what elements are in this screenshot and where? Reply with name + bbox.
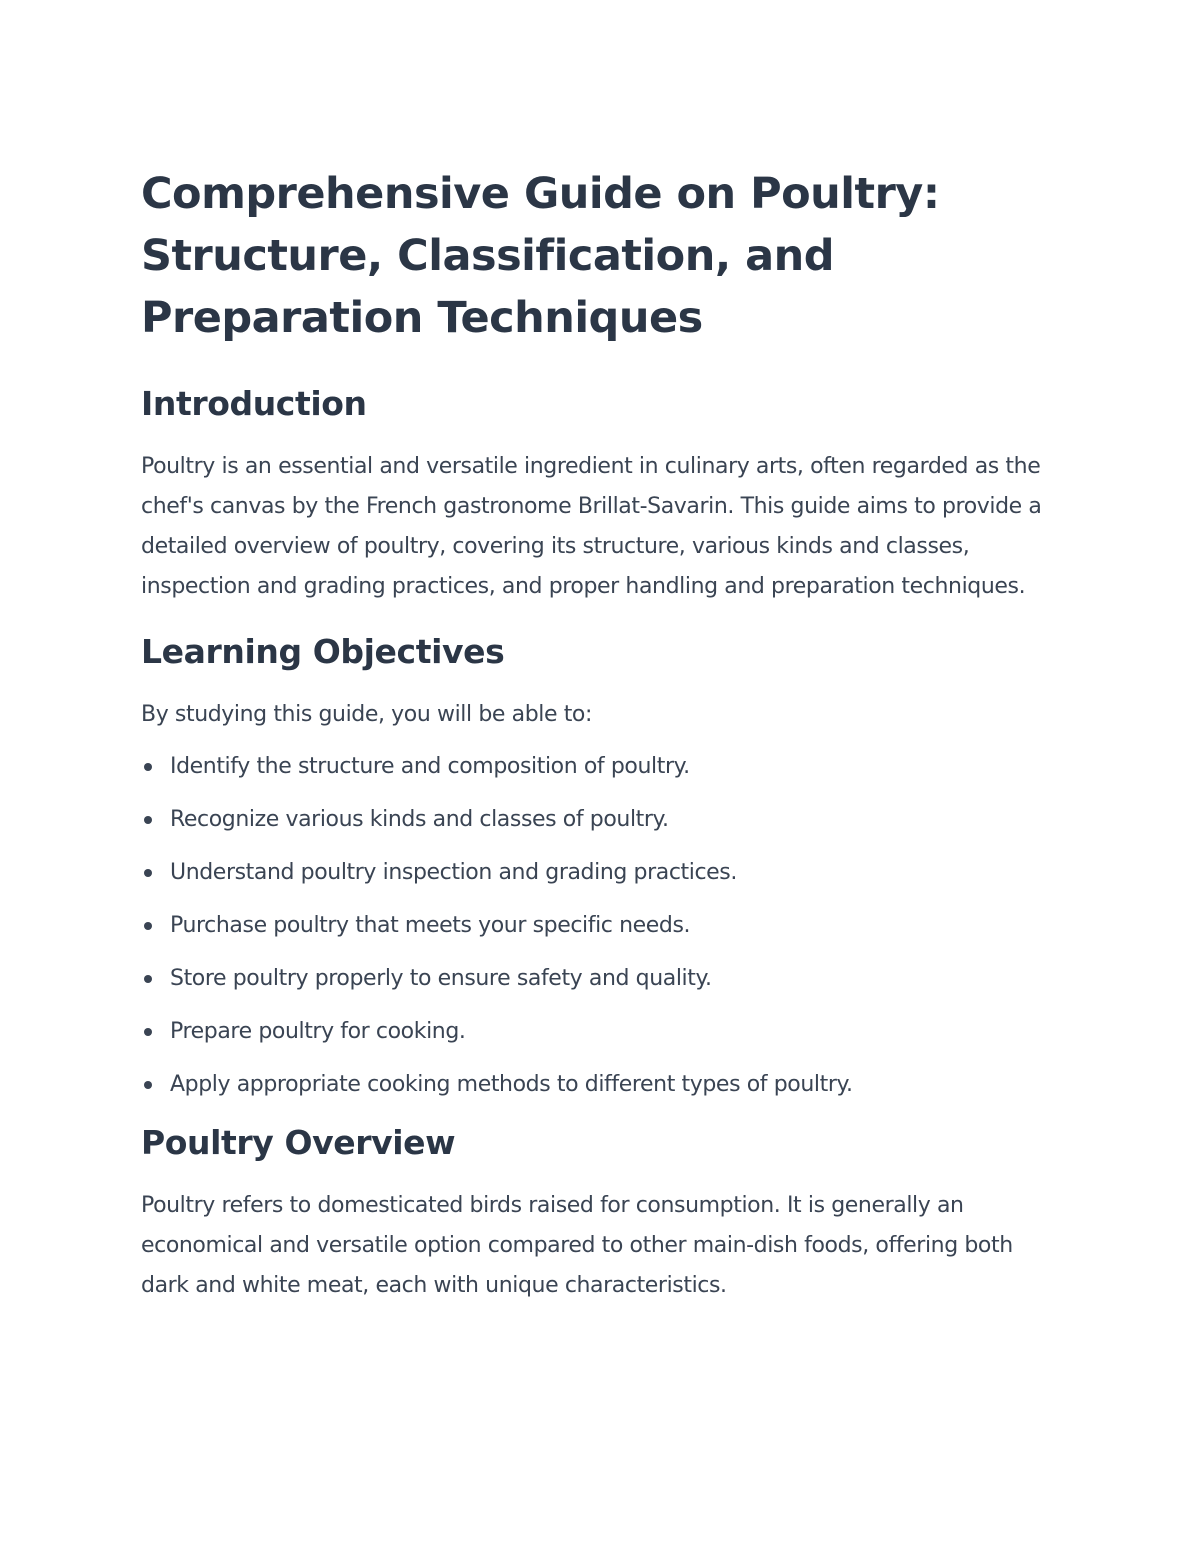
learning-objectives-lead: By studying this guide, you will be able to: <box>141 702 592 727</box>
list-item <box>141 853 1061 893</box>
bullet-icon <box>144 922 152 930</box>
list-item-text: Recognize various kinds and classes of poultry. <box>170 807 669 832</box>
poultry-overview-paragraph: Poultry refers to domesticated birds raised for consumption. It is generally an economical and versatile option compared to other main-dish foods, offering both dark and white meat, each with unique characteristics. <box>141 1193 1013 1298</box>
list-item <box>141 959 1061 999</box>
document-page <box>141 163 1061 1306</box>
list-item <box>141 800 1061 840</box>
learning-objectives-list <box>141 747 1061 1105</box>
bullet-icon <box>144 763 152 771</box>
bullet-icon <box>144 1028 152 1036</box>
list-item <box>141 1065 1061 1105</box>
list-item-text: Identify the structure and composition of poultry. <box>170 754 690 779</box>
list-item <box>141 906 1061 946</box>
poultry-overview-heading: Poultry Overview <box>141 1123 456 1162</box>
introduction-paragraph: Poultry is an essential and versatile ingredient in culinary arts, often regarded as the chef's canvas by the French gastronome Brillat-Savarin. This guide aims to provide a detailed overview of poultry, covering its structure, various kinds and classes, inspection and grading practices, and proper handling and preparation techniques. <box>141 454 1042 599</box>
introduction-heading: Introduction <box>141 384 367 423</box>
list-item-text: Store poultry properly to ensure safety and quality. <box>170 966 712 991</box>
introduction-section <box>141 382 1061 607</box>
list-item-text: Purchase poultry that meets your specific needs. <box>170 913 691 938</box>
title-line: Structure, Classification, and <box>141 231 835 281</box>
title-line: Preparation Techniques <box>141 293 703 343</box>
bullet-icon <box>144 816 152 824</box>
document-title <box>141 163 1061 349</box>
bullet-icon <box>144 975 152 983</box>
title-line: Comprehensive Guide on Poultry: <box>141 169 940 219</box>
list-item-text: Apply appropriate cooking methods to different types of poultry. <box>170 1072 853 1097</box>
bullet-icon <box>144 1081 152 1089</box>
list-item-text: Understand poultry inspection and grading practices. <box>170 860 737 885</box>
learning-objectives-heading: Learning Objectives <box>141 632 505 671</box>
list-item-text: Prepare poultry for cooking. <box>170 1019 466 1044</box>
learning-objectives-section <box>141 630 1061 1105</box>
list-item <box>141 747 1061 787</box>
poultry-overview-section <box>141 1121 1061 1306</box>
list-item <box>141 1012 1061 1052</box>
bullet-icon <box>144 869 152 877</box>
